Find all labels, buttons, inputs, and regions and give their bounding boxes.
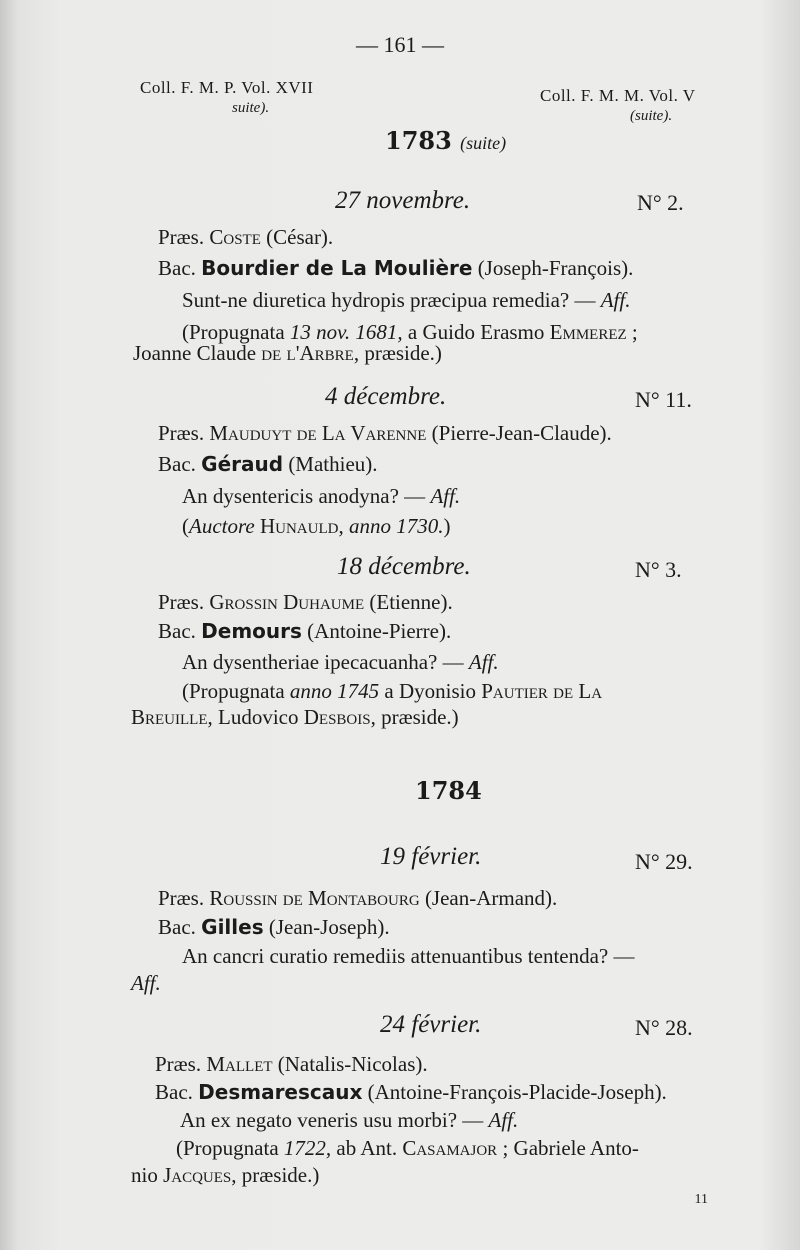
note-text: a Guido Erasmo <box>402 320 550 344</box>
praeses-prefix: Præs. <box>158 421 205 445</box>
entry-date: 27 novembre. <box>335 187 471 214</box>
bachelor-prefix: Bac. <box>158 915 196 939</box>
praeses-line <box>158 421 612 446</box>
note-text: Ludovico <box>212 705 304 729</box>
bachelor-prefix: Bac. <box>155 1080 193 1104</box>
note-text: ; <box>626 320 638 344</box>
note-text: ; Gabriele Anto- <box>497 1136 639 1160</box>
thesis-question <box>182 288 630 313</box>
bachelor-line <box>158 452 378 477</box>
left-collection-reference: Coll. F. M. P. Vol. XVII <box>140 78 314 97</box>
entry-number: N° 29. <box>635 849 693 874</box>
note-text: præside.) <box>375 705 459 729</box>
entry-date: 4 décembre. <box>325 383 447 410</box>
answer-text: Aff. <box>600 288 631 312</box>
entry-date: 24 février. <box>380 1011 482 1038</box>
note-line <box>182 514 450 539</box>
note-line-2 <box>133 341 442 366</box>
entry-date: 18 décembre. <box>337 553 471 580</box>
entry-number: N° 2. <box>637 190 684 215</box>
praeses-name: Roussin de Montabourg <box>209 886 420 910</box>
note-anno: anno 1730. <box>348 514 444 538</box>
bachelor-prefix: Bac. <box>158 619 196 643</box>
bachelor-prefix: Bac. <box>158 452 196 476</box>
note-name: Emmerez <box>549 320 627 344</box>
note-line <box>182 679 602 704</box>
year-suite: (suite) <box>460 133 507 153</box>
question-text: An cancri curatio remediis attenuantibus tentenda? — <box>182 944 635 968</box>
praeses-prefix: Præs. <box>155 1052 202 1076</box>
note-year: 1722, <box>283 1136 332 1160</box>
bachelor-line <box>158 915 390 940</box>
praeses-prefix: Præs. <box>158 886 205 910</box>
praeses-details: (Pierre-Jean-Claude). <box>426 421 612 445</box>
entry-number: N° 11. <box>635 387 692 412</box>
bachelor-prefix: Bac. <box>158 256 196 280</box>
right-collection-reference: Coll. F. M. M. Vol. V <box>540 86 696 105</box>
bachelor-line <box>158 619 451 644</box>
praeses-details: (Etienne). <box>364 590 453 614</box>
year-text: 1784 <box>415 776 482 805</box>
thesis-question <box>182 650 499 675</box>
note-text: (Propugnata <box>182 679 290 703</box>
bachelor-line <box>158 256 633 281</box>
note-text: præside.) <box>236 1163 320 1187</box>
bachelor-details: (Antoine-François-Placide-Joseph). <box>362 1080 667 1104</box>
note-name: Pautier de La <box>481 679 603 703</box>
praeses-details: (Jean-Armand). <box>419 886 558 910</box>
thesis-question <box>180 1108 518 1133</box>
bachelor-name: Desmarescaux <box>198 1080 363 1104</box>
note-name: Hunauld, <box>259 514 344 538</box>
praeses-name: Coste <box>209 225 261 249</box>
entry-number: N° 28. <box>635 1015 693 1040</box>
note-name: Breuille, <box>131 705 213 729</box>
note-text: nio <box>131 1163 164 1187</box>
bachelor-details: (Antoine-Pierre). <box>301 619 452 643</box>
right-collection-suite: (suite). <box>630 108 673 124</box>
note-line-2 <box>131 1163 319 1188</box>
praeses-details: (César). <box>260 225 334 249</box>
praeses-name: Grossin Duhaume <box>209 590 365 614</box>
year-heading-1784 <box>415 776 482 805</box>
note-text: Joanne Claude <box>133 341 262 365</box>
note-auctore: Auctore <box>189 514 255 538</box>
thesis-question <box>182 944 635 969</box>
signature-mark: 11 <box>694 1192 708 1207</box>
question-text: An ex negato veneris usu morbi? — <box>180 1108 484 1132</box>
note-text: ) <box>443 514 451 538</box>
bachelor-name: Géraud <box>201 452 284 476</box>
praeses-prefix: Præs. <box>158 225 205 249</box>
note-line <box>176 1136 639 1161</box>
note-text: ab Ant. <box>331 1136 403 1160</box>
bachelor-details: (Joseph-François). <box>472 256 634 280</box>
answer-text: Aff. <box>468 650 499 674</box>
entry-date: 19 février. <box>380 843 482 870</box>
praeses-prefix: Præs. <box>158 590 205 614</box>
note-anno: anno <box>289 679 332 703</box>
bachelor-name: Bourdier de La Moulière <box>201 256 473 280</box>
note-text: ( <box>182 514 189 538</box>
bachelor-details: (Jean-Joseph). <box>263 915 390 939</box>
praeses-details: (Natalis-Nicolas). <box>272 1052 428 1076</box>
answer-text: Aff. <box>488 1108 519 1132</box>
question-text: An dysentericis anodyna? — <box>182 484 426 508</box>
bachelor-line <box>155 1080 667 1105</box>
praeses-line <box>158 886 557 911</box>
praeses-line <box>158 590 453 615</box>
year-text: 1783 <box>385 126 452 155</box>
note-text: præside.) <box>359 341 442 365</box>
note-name: Desbois, <box>303 705 376 729</box>
answer-text: Aff. <box>131 971 161 995</box>
note-name: Casamajor <box>402 1136 498 1160</box>
answer-text: Aff. <box>430 484 461 508</box>
bachelor-details: (Mathieu). <box>283 452 378 476</box>
bachelor-name: Gilles <box>201 915 264 939</box>
note-text: (Propugnata <box>176 1136 284 1160</box>
note-text: (Propugnata <box>182 320 290 344</box>
left-collection-suite: suite). <box>232 100 270 116</box>
entry-number: N° 3. <box>635 557 682 582</box>
praeses-line <box>158 225 333 250</box>
praeses-name: Mallet <box>206 1052 273 1076</box>
note-name: Jacques, <box>163 1163 237 1187</box>
question-text: Sunt-ne diuretica hydropis præcipua remedia? — <box>182 288 596 312</box>
page-number: — 161 — <box>356 32 444 57</box>
note-text: a Dyonisio <box>379 679 482 703</box>
bachelor-name: Demours <box>201 619 302 643</box>
note-year: 1745 <box>337 679 380 703</box>
praeses-name: Mauduyt de La Varenne <box>209 421 427 445</box>
note-line-2 <box>131 705 459 730</box>
year-heading-1783 <box>385 126 506 155</box>
thesis-question <box>182 484 460 509</box>
note-date: 13 nov. 1681, <box>289 320 403 344</box>
note-name: de l'Arbre, <box>261 341 360 365</box>
praeses-line <box>155 1052 428 1077</box>
question-text: An dysentheriae ipecacuanha? — <box>182 650 464 674</box>
